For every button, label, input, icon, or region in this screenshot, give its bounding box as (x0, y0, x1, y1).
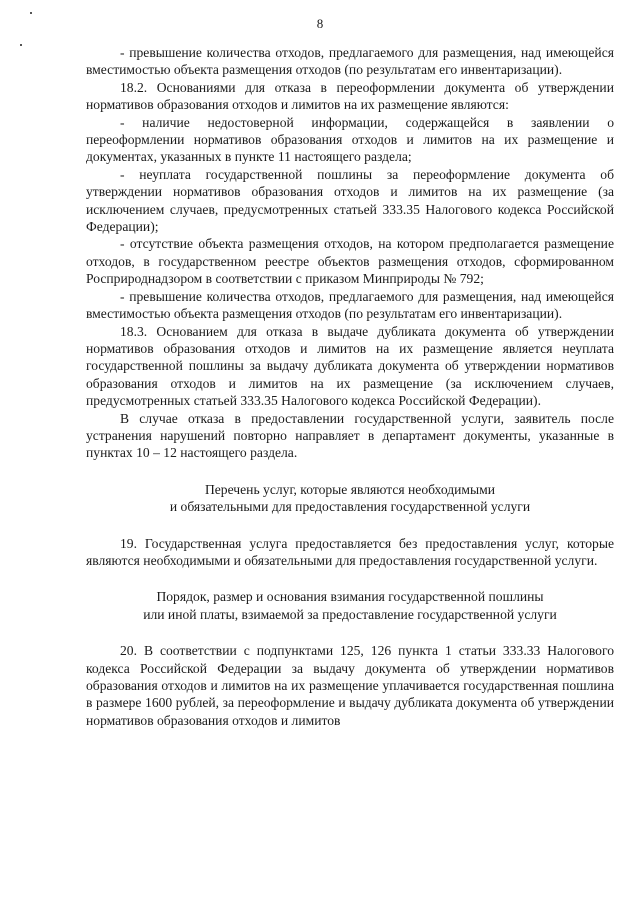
paragraph: - неуплата государственной пошлины за переоформление документа об утверждении нормативов образования отходов и лимитов на их размещение (за исключением случаев, предусмотренных статьей 333.35 Налогового кодекса Российской Федерации); (86, 166, 614, 235)
document-body (86, 44, 614, 729)
section-heading (86, 481, 614, 516)
section-heading (86, 588, 614, 623)
heading-line: или иной платы, взимаемой за предоставление государственной услуги (143, 606, 557, 622)
scan-speck (30, 12, 32, 14)
heading-line: и обязательными для предоставления государственной услуги (169, 499, 531, 515)
paragraph: 18.2. Основаниями для отказа в переоформлении документа об утверждении нормативов образования отходов и лимитов на их размещение являются: (86, 79, 614, 113)
paragraph: 18.3. Основанием для отказа в выдаче дубликата документа об утверждении нормативов образования отходов и лимитов на их размещение является неуплата государственной пошлины за выдачу дубликата документа об утверждении нормативов образования отходов и лимитов на их размещение (за исключением случаев, предусмотренных статьей 333.35 Налогового кодекса Российской Федерации). (86, 323, 614, 409)
paragraph: - наличие недостоверной информации, содержащейся в заявлении о переоформлении нормативов образования отходов и лимитов на их размещение и документах, указанных в пункте 11 настоящего раздела; (86, 114, 614, 165)
paragraph: В случае отказа в предоставлении государственной услуги, заявитель после устранения нарушений повторно направляет в департамент документы, указанные в пунктах 10 – 12 настоящего раздела. (86, 410, 614, 461)
heading-line: Перечень услуг, которые являются необходимыми (204, 481, 496, 497)
paragraph: 20. В соответствии с подпунктами 125, 126 пункта 1 статьи 333.33 Налогового кодекса Российской Федерации за выдачу документа об утверждении нормативов образования отходов и лимитов на их размещение уплачивается государственная пошлина в размере 1600 рублей, за переоформление и выдачу дубликата документа об утверждении нормативов образования отходов и лимитов (86, 643, 614, 728)
paragraph: - превышение количества отходов, предлагаемого для размещения, над имеющейся вместимостью объекта размещения отходов (по результатам его инвентаризации). (86, 45, 614, 78)
paragraph: 19. Государственная услуга предоставляется без предоставления услуг, которые являются необходимыми и обязательными для предоставления государственной услуги. (86, 535, 614, 568)
heading-line: Порядок, размер и основания взимания государственной пошлины (156, 589, 544, 605)
scan-speck (20, 44, 22, 46)
paragraph: - отсутствие объекта размещения отходов, на котором предполагается размещение отходов, в государственном реестре объектов размещения отходов, сформированном Росприроднадзором в соответствии с приказом Минприроды № 792; (86, 236, 614, 287)
page-number: 8 (316, 16, 324, 31)
paragraph: - превышение количества отходов, предлагаемого для размещения, над имеющейся вместимостью объекта размещения отходов (по результатам его инвентаризации). (86, 288, 614, 322)
